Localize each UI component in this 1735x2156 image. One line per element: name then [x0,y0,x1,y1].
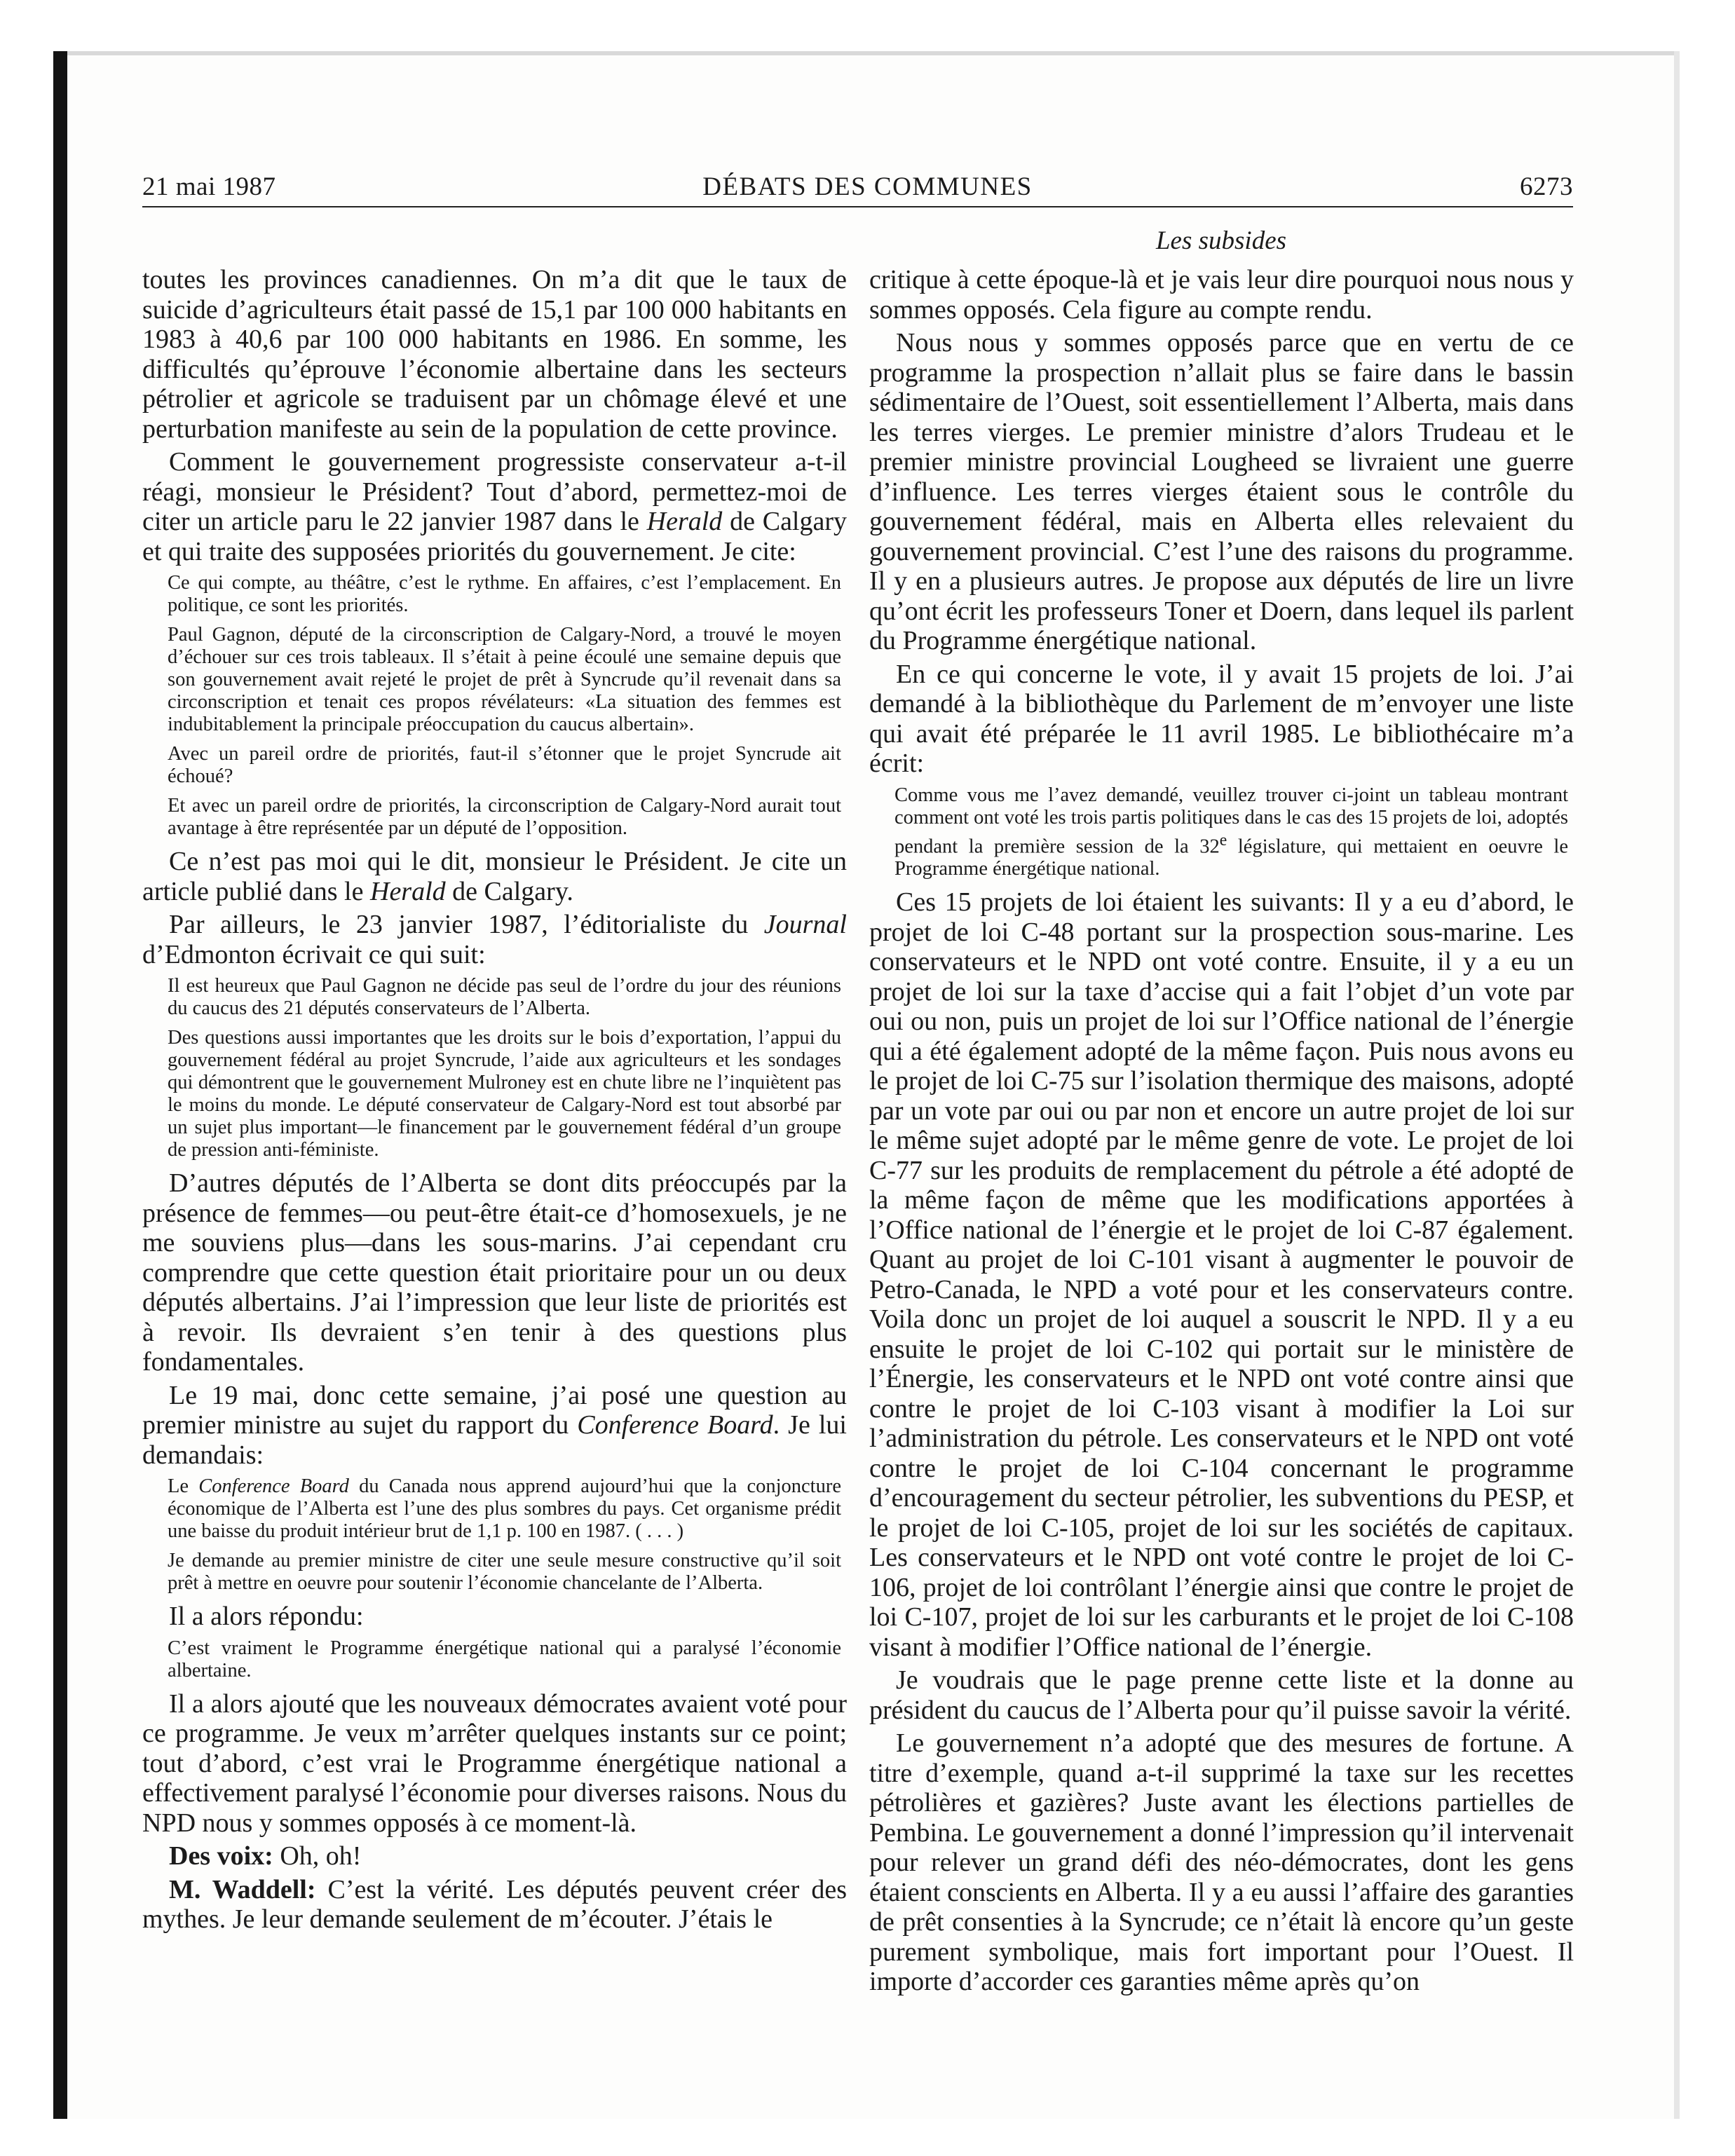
header-title: DÉBATS DES COMMUNES [702,172,1033,201]
scan-edge-left [53,51,67,2119]
left-column [142,265,847,1938]
speaker-paragraph: Des voix: Oh, oh! [169,1841,362,1871]
paragraph: Nous nous y sommes opposés parce que en vertu de ce programme la prospection n’allait plus se faire dans le bassin sédimentaire de l’Ouest, soit essentiellement l’Alberta, mais dans les terres vierges. Le premier ministre d’alors Trudeau et le premier ministre provincial Lougheed se livraient une guerre d’influence. Les terres vierges étaient sous le contrôle du gouvernement fédéral, mais en Alberta elles relevaient du gouvernement provincial. C’est l’une des raisons du programme. Il y en a plusieurs autres. Je propose aux députés de lire un livre qu’ont écrit les professeurs Toner et Doern, dans lequel ils parlent du Programme énergétique national. [869,328,1574,655]
quote-paragraph: Le Conference Board du Canada nous apprend aujourd’hui que la conjoncture économique de l’Alberta est l’une des plus sombres du pays. Cet organisme prédit une baisse du produit intérieur brut de 1,1 p. 100 en 1987. ( . . . ) [168,1475,841,1542]
block-quote [142,572,847,840]
block-quote [142,1637,847,1682]
paragraph: critique à cette époque-là et je vais leur dire pourquoi nous nous y sommes opposés. Cela figure au compte rendu. [869,265,1574,325]
paragraph: Il a alors répondu: [169,1602,364,1631]
block-quote [869,784,1574,881]
paragraph: D’autres députés de l’Alberta se dont dits préoccupés par la présence de femmes—ou peut-être était-ce d’homosexuels, je ne me souviens plus—dans les sous-marins. J’ai cependant cru comprendre que cette question était prioritaire pour un ou deux députés albertains. J’ai l’impression que leur liste de priorités est à revoir. Ils devraient s’en tenir à des questions plus fondamentales. [142,1168,847,1377]
scan-edge-right [1674,51,1680,2119]
paragraph: toutes les provinces canadiennes. On m’a dit que le taux de suicide d’agriculteurs était passé de 15,1 par 100 000 habitants en 1983 à 40,6 par 100 000 habitants en 1986. En somme, les difficultés qu’éprouve l’économie albertaine dans les secteurs pétrolier et agricole se traduisent par un chômage élevé et une perturbation manifeste au sein de la population de cette province. [142,265,847,444]
quote-paragraph: Je demande au premier ministre de citer une seule mesure constructive qu’il soit prêt à mettre en oeuvre pour soutenir l’économie chancelante de l’Alberta. [168,1550,841,1594]
block-quote [142,975,847,1161]
speaker-name: M. Waddell: [169,1874,316,1904]
section-title: Les subsides [1155,226,1287,255]
quote-paragraph: Des questions aussi importantes que les droits sur le bois d’exportation, l’appui du gouvernement fédéral au projet Syncrude, l’aide aux agriculteurs et les sondages qui démontrent que le gouvernement Mulroney est en chute libre ne l’inquiètent pas le moins du monde. Le député conservateur de Calgary-Nord est tout absorbé par un sujet plus important—le financement par le gouvernement fédéral d’un groupe de pression anti-féministe. [168,1027,841,1161]
quote-paragraph: Avec un pareil ordre de priorités, faut-il s’étonner que le projet Syncrude ait échoué? [168,743,841,787]
block-quote [142,1475,847,1595]
speaker-name: Des voix: [169,1841,273,1871]
paragraph: Ce n’est pas moi qui le dit, monsieur le Président. Je cite un article publié dans le Herald de Calgary. [142,847,847,906]
paragraph: En ce qui concerne le vote, il y avait 15 projets de loi. J’ai demandé à la bibliothèque du Parlement de m’envoyer une liste qui avait été préparée le 11 avril 1985. Le bibliothécaire m’a écrit: [869,659,1574,778]
header-rule [142,206,1573,207]
quote-paragraph: Ce qui compte, au théâtre, c’est le rythme. En affaires, c’est l’emplacement. En politique, ce sont les priorités. [168,572,841,616]
paragraph: Je voudrais que le page prenne cette liste et la donne au président du caucus de l’Alberta pour qu’il puisse savoir la vérité. [869,1665,1574,1725]
paragraph: Ces 15 projets de loi étaient les suivants: Il y a eu d’abord, le projet de loi C-48 portant sur la prospection sous-marine. Les conservateurs et le NPD ont voté contre. Ensuite, il y a eu un projet de loi sur la taxe d’accise qui a fait l’objet d’un vote par oui ou non, puis un projet de loi sur l’Office national de l’énergie qui a été également adopté de la même façon. Puis nous avons eu le projet de loi C-75 sur l’isolation thermique des maisons, adopté par un vote par oui ou par non et encore un autre projet de loi sur le même sujet adopté par le même genre de vote. Le projet de loi C-77 sur les produits de remplacement du pétrole a été adopté de la même façon de même que les modifications apportées à l’Office national de l’énergie et le projet de loi C-87 également. Quant au projet de loi C-101 visant à augmenter le pouvoir de Petro-Canada, le NPD a voté pour et les conservateurs contre. Voila donc un projet de loi auquel a souscrit le NPD. Il y a eu ensuite le projet de loi C-102 qui portait sur le ministère de l’Énergie, les conservateurs et le NPD ont voté contre ainsi que contre le projet de loi C-103 visant à modifier la Loi sur l’administration du pétrole. Les conservateurs et le NPD ont voté contre le projet de loi C-104 concernant le programme d’encouragement du secteur pétrolier, les subventions du PESP, et le projet de loi C-105, projet de loi sur les sociétés de capitaux. Les conservateurs et le NPD ont voté contre le projet de loi C-106, projet de loi contrôlant l’énergie ainsi que contre le projet de loi C-107, projet de loi sur les carburants et le projet de loi C-108 visant à modifier l’Office national de l’énergie. [869,887,1574,1662]
header-page-number: 6273 [1520,172,1573,201]
paragraph: Il a alors ajouté que les nouveaux démocrates avaient voté pour ce programme. Je veux m’arrêter quelques instants sur ce point; tout d’abord, c’est vrai le Programme énergétique national a effectivement paralysé l’économie pour diverses raisons. Nous du NPD nous y sommes opposés à ce moment-là. [142,1688,847,1838]
quote-paragraph: C’est vraiment le Programme énergétique national qui a paralysé l’économie albertaine. [168,1637,841,1681]
speaker-paragraph: M. Waddell: C’est la vérité. Les députés peuvent créer des mythes. Je leur demande seulement de m’écouter. J’étais le [142,1874,847,1934]
header-date: 21 mai 1987 [142,172,276,201]
paragraph: Comment le gouvernement progressiste conservateur a-t-il réagi, monsieur le Président? Tout d’abord, permettez-moi de citer un article paru le 22 janvier 1987 dans le Herald de Calgary et qui traite des supposées priorités du gouvernement. Je cite: [142,447,848,566]
quote-paragraph: Il est heureux que Paul Gagnon ne décide pas seul de l’ordre du jour des réunions du caucus des 21 députés conservateurs de l’Alberta. [168,975,841,1019]
quote-paragraph: Paul Gagnon, député de la circonscription de Calgary-Nord, a trouvé le moyen d’échouer sur ces trois tableaux. Il s’était à peine écoulé une semaine depuis que son gouvernement avait rejeté le projet de prêt à Syncrude qu’il revenait dans sa circonscription et tenait ces propos révélateurs: «La situation des femmes est indubitablement la principale préoccupation du caucus albertain». [168,624,841,735]
right-column [869,265,1574,2000]
quote-paragraph: Comme vous me l’avez demandé, veuillez trouver ci-joint un tableau montrant comment ont voté les trois partis politiques dans le cas des 15 projets de loi, adoptés pendant la première session de la 32e législature, qui mettaient en oeuvre le Programme énergétique national. [894,784,1568,880]
paragraph: Le gouvernement n’a adopté que des mesures de fortune. A titre d’exemple, quand a-t-il supprimé la taxe sur les recettes pétrolières et gazières? Juste avant les élections partielles de Pembina. Le gouvernement a donné l’impression qu’il intervenait pour relever un grand défi des néo-démocrates, dont les gens étaient conscients en Alberta. Il y a eu aussi l’affaire des garanties de prêt consenties à la Syncrude; ce n’était là encore qu’un geste purement symbolique, mais fort important pour l’Ouest. Il importe d’accorder ces garanties même après qu’on [869,1728,1574,1996]
paragraph: Le 19 mai, donc cette semaine, j’ai posé une question au premier ministre au sujet du rapport du Conference Board. Je lui demandais: [142,1380,847,1470]
paragraph: Par ailleurs, le 23 janvier 1987, l’éditorialiste du Journal d’Edmonton écrivait ce qui suit: [142,910,847,969]
quote-paragraph: Et avec un pareil ordre de priorités, la circonscription de Calgary-Nord aurait tout avantage à être représentée par un député de l’opposition. [168,795,841,839]
